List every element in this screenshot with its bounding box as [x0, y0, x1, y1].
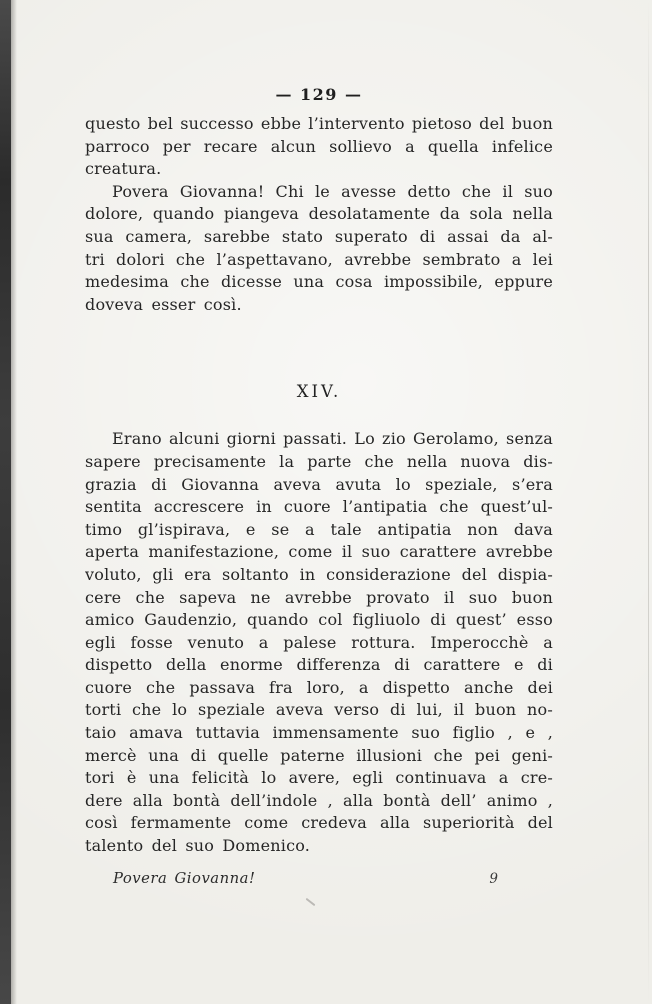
text-line: questo bel successo ebbe l’intervento pietoso del buon: [85, 114, 553, 133]
text-line: mercè una di quelle paterne illusioni che pei geni-: [85, 745, 553, 765]
page-right-edge: [648, 0, 649, 1004]
text-line: cere che sapeva ne avrebbe provato il suo buon: [85, 587, 553, 607]
text-column: [85, 85, 553, 887]
text-line: medesima che dicesse una cosa impossibile, eppure: [85, 272, 553, 292]
text-line: tori è una felicità lo avere, egli continuava a cre-: [85, 768, 553, 788]
text-line: così fermamente come credeva alla superiorità del: [85, 813, 553, 833]
text-line: amico Gaudenzio, quando col figliuolo di quest’ esso: [85, 610, 553, 630]
text-line: voluto, gli era soltanto in considerazione del dispia-: [85, 564, 553, 584]
text-line: aperta manifestazione, come il suo carattere avrebbe: [85, 542, 553, 562]
binding-edge-shadow: [11, 0, 17, 1004]
text-line: dispetto della enorme differenza di carattere e di: [85, 655, 553, 675]
text-line: tri dolori che l’aspettavano, avrebbe sembrato a lei: [85, 249, 553, 269]
paragraph: [85, 181, 553, 317]
text-line: Erano alcuni giorni passati. Lo zio Gerolamo, senza: [112, 429, 553, 449]
text-line: Povera Giovanna! Chi le avesse detto che il suo: [112, 181, 553, 201]
footer-signature-mark: 9: [489, 870, 498, 887]
text-line: taio amava tuttavia immensamente suo figlio , e ,: [85, 723, 553, 743]
text-line: dolore, quando piangeva desolatamente da sola nella: [85, 204, 553, 224]
text-line: parroco per recare alcun sollievo a quella infelice: [85, 136, 553, 156]
text-line: sua camera, sarebbe stato superato di assai da al-: [85, 226, 553, 246]
binding-edge: [0, 0, 11, 1004]
chapter-heading: XIV.: [296, 382, 342, 402]
footer-catchword: Povera Giovanna!: [113, 869, 256, 887]
text-line: creatura.: [85, 159, 162, 179]
text-line: sentita accrescere in cuore l’antipatia che quest’ul-: [85, 497, 553, 517]
text-line: egli fosse venuto a palese rottura. Imperocchè a: [85, 632, 553, 652]
text-line: timo gl’ispirava, e se a tale antipatia non dava: [85, 519, 553, 539]
text-line: talento del suo Domenico.: [85, 836, 311, 856]
text-line: doveva esser così.: [85, 294, 242, 314]
page-number: — 129 —: [275, 85, 363, 104]
text-line: grazia di Giovanna aveva avuta lo speziale, s’era: [85, 474, 553, 494]
text-line: dere alla bontà dell’indole , alla bontà dell’ animo ,: [85, 790, 553, 810]
paragraph: [85, 113, 553, 181]
scan-artifact: [306, 898, 316, 906]
text-line: cuore che passava fra loro, a dispetto anche dei: [85, 677, 553, 697]
paragraph: [85, 428, 553, 857]
text-line: torti che lo speziale aveva verso di lui, il buon no-: [85, 700, 553, 720]
page-footer: [85, 870, 553, 887]
text-body: [85, 113, 553, 858]
text-line: sapere precisamente la parte che nella nuova dis-: [85, 451, 553, 471]
